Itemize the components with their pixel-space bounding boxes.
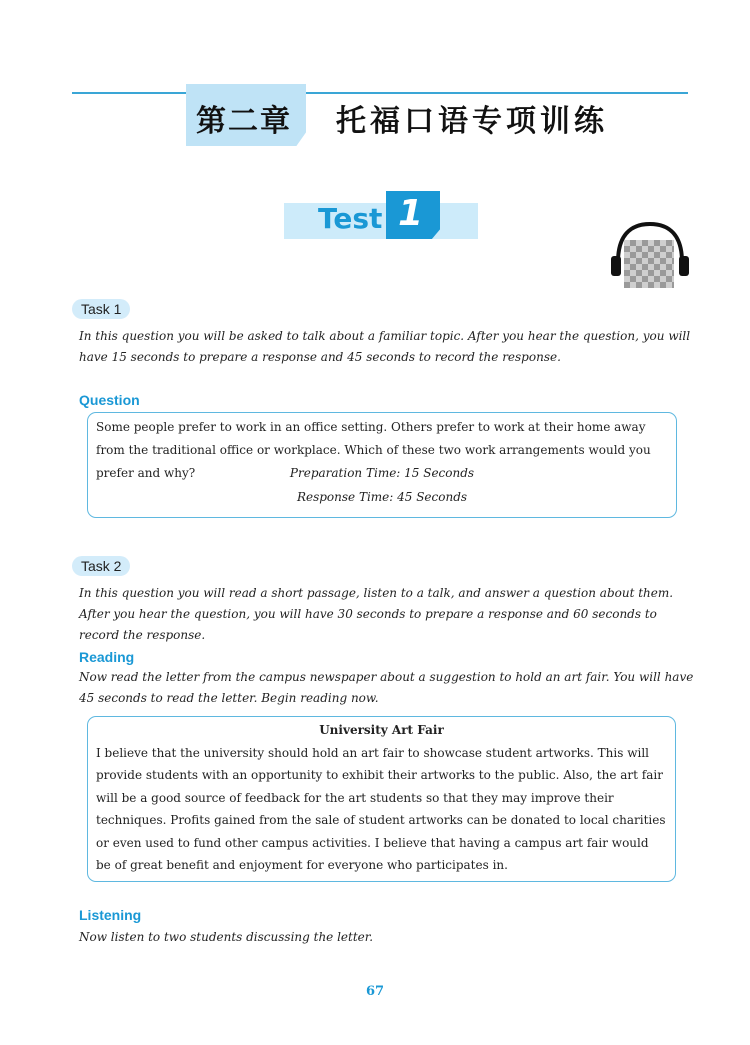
listening-instruction: Now listen to two students discussing the letter. — [79, 930, 374, 944]
task2-label: Task 2 — [72, 556, 130, 576]
reading-instruction: Now read the letter from the campus newspaper about a suggestion to hold an art fair. You will have 45 seconds to read the letter. Begin reading now. — [79, 670, 694, 705]
test-number: 1 — [398, 193, 424, 234]
task1-label: Task 1 — [72, 299, 130, 319]
test-label: Test — [318, 202, 383, 235]
chapter-rule — [72, 92, 688, 94]
question-box — [87, 412, 677, 518]
response-time: Response Time: 45 Seconds — [296, 490, 468, 504]
chapter-number: 第二章 — [196, 104, 292, 139]
qr-code[interactable] — [624, 240, 674, 288]
passage-box — [87, 716, 676, 882]
task1-instruction: In this question you will be asked to talk about a familiar topic. After you hear the question, you will have 15 seconds to prepare a response and 45 seconds to record the response. — [79, 329, 691, 364]
preparation-time: Preparation Time: 15 Seconds — [289, 466, 475, 480]
reading-heading: Reading — [79, 649, 135, 665]
listening-heading: Listening — [79, 907, 142, 923]
task2-instruction: In this question you will read a short passage, listen to a talk, and answer a question about them. After you hear the question, you will have 30 seconds to prepare a response and 60 seconds to record the response. — [79, 586, 674, 642]
question-heading: Question — [79, 392, 140, 408]
passage-title: University Art Fair — [319, 723, 444, 737]
chapter-title: 托福口语专项训练 — [336, 104, 608, 139]
passage-text: I believe that the university should hold an art fair to showcase student artworks. This will provide students with an opportunity to exhibit their artworks to the public. Also, the art fair will be a good source of feedback for the art students so that they may improve their techniques. Profits gained from the sale of student artworks can be donated to local charities or even used to fund other campus activities. I believe that having a campus art fair would be of great benefit and enjoyment for everyone who participates in. — [96, 746, 666, 873]
page-number: 67 — [365, 984, 385, 999]
question-text: Some people prefer to work in an office setting. Others prefer to work at their home away from the traditional office or workplace. Which of these two work arrangements would you prefer and why? — [96, 420, 651, 480]
